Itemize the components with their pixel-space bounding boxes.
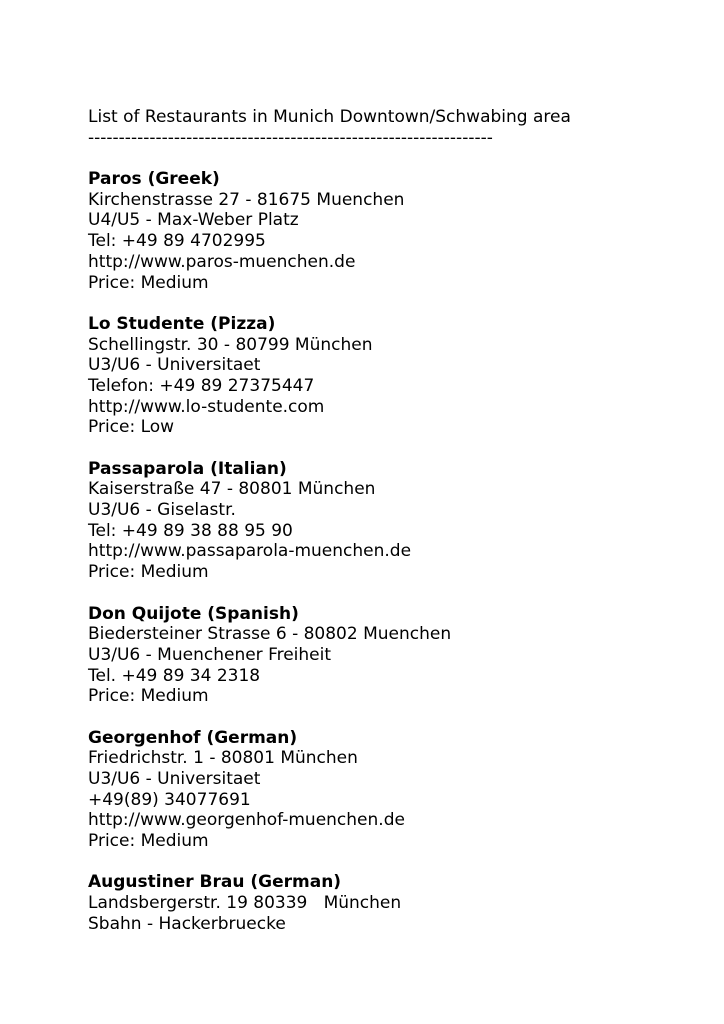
restaurant-address: Friedrichstr. 1 - 80801 München (88, 748, 358, 769)
restaurant-transit: Sbahn - Hackerbruecke (88, 913, 286, 934)
document-title: List of Restaurants in Munich Downtown/Schwabing area (88, 107, 571, 127)
restaurant-transit: U3/U6 - Universitaet (88, 769, 261, 789)
restaurant-website: http://www.lo-studente.com (88, 396, 325, 417)
restaurant-price: Price: Medium (88, 831, 209, 852)
restaurant-phone: +49(89) 34077691 (88, 789, 251, 810)
restaurant-name: Passaparola (Italian) (88, 458, 287, 479)
restaurant-entry-don-quijote (88, 604, 708, 707)
restaurant-transit: U3/U6 - Universitaet (88, 355, 261, 376)
restaurant-phone: Tel: +49 89 4702995 (88, 231, 266, 252)
restaurant-address: Schellingstr. 30 - 80799 München (88, 334, 373, 355)
restaurant-entry-augustiner-brau (88, 872, 708, 934)
document-page (88, 107, 708, 935)
restaurant-phone: Telefon: +49 89 27375447 (88, 375, 315, 396)
title-divider: ------------------------------------------------------------------ (88, 127, 493, 148)
restaurant-transit: U4/U5 - Max-Weber Platz (88, 210, 299, 231)
restaurant-name: Georgenhof (German) (88, 727, 298, 748)
restaurant-entry-passaparola (88, 459, 708, 583)
restaurant-price: Price: Low (88, 417, 175, 438)
restaurant-price: Price: Medium (88, 272, 209, 293)
restaurant-phone: Tel. +49 89 34 2318 (88, 665, 261, 686)
restaurant-address: Biedersteiner Strasse 6 - 80802 Muenchen (88, 624, 452, 645)
restaurant-price: Price: Medium (88, 562, 209, 583)
restaurant-address: Landsbergerstr. 19 80339 München (88, 893, 402, 914)
restaurant-entry-lo-studente (88, 314, 708, 438)
restaurant-phone: Tel: +49 89 38 88 95 90 (88, 520, 293, 541)
restaurant-entry-georgenhof (88, 728, 708, 852)
restaurant-price: Price: Medium (88, 686, 209, 707)
restaurant-website: http://www.paros-muenchen.de (88, 251, 356, 272)
restaurant-transit: U3/U6 - Muenchener Freiheit (88, 644, 332, 665)
restaurant-address: Kirchenstrasse 27 - 81675 Muenchen (88, 189, 405, 210)
restaurant-address: Kaiserstraße 47 - 80801 München (88, 479, 376, 500)
restaurant-name: Don Quijote (Spanish) (88, 603, 299, 624)
restaurant-website: http://www.passaparola-muenchen.de (88, 541, 412, 562)
restaurant-website: http://www.georgenhof-muenchen.de (88, 810, 405, 831)
restaurant-name: Augustiner Brau (German) (88, 872, 342, 893)
restaurant-transit: U3/U6 - Giselastr. (88, 500, 236, 521)
restaurant-entry-paros (88, 169, 708, 293)
restaurant-name: Paros (Greek) (88, 169, 220, 190)
restaurant-name: Lo Studente (Pizza) (88, 313, 276, 334)
